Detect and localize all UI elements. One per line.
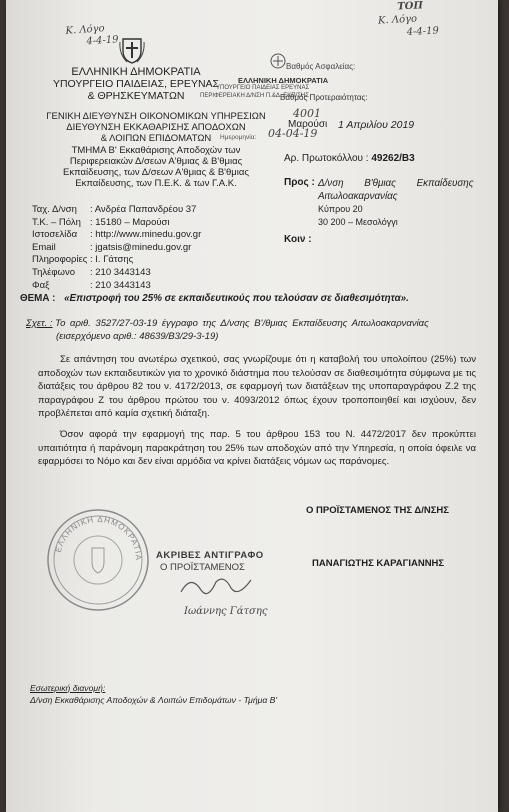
official-seal <box>46 508 150 612</box>
reference-block: Σχετ. : Το αριθ. 3527/27-03-19 έγγραφο της Δ/νσης Β'/θμιας Εκπαίδευσης Αιτωλοακαρνανίας (εισερχόμενο αριθ.: 48639/Β3/29-3-19) <box>26 318 429 342</box>
body-paragraph: Όσον αφορά την εφαρμογή της παρ. 5 του άρθρου 153 του Ν. 4472/2017 δεν προκύπτει υπαιτιότητα ή παράνομη παρακράτηση του 25% των αποδοχών από την Υπηρεσία, η οποία όφειλε να εφαρμόσει το Νόμο και δεν είναι αρμόδια να κρίνει διατάξεις νόμων ως παράνομες. <box>38 429 476 468</box>
internal-distribution: Εσωτερική διανομή: Δ/νση Εκκαθάρισης Αποδοχών & Λοιπών Επιδομάτων - Τμήμα Β' <box>30 683 278 705</box>
recipient-label: Προς : <box>284 177 315 188</box>
true-copy-stamp: ΑΚΡΙΒΕΣ ΑΝΤΙΓΡΑΦΟ Ο ΠΡΟΪΣΤΑΜΕΝΟΣ <box>156 550 264 573</box>
handwritten-note-left: Κ. Λόγο 4-4-19 <box>65 23 119 48</box>
signature-title: Ο ΠΡΟΪΣΤΑΜΕΝΟΣ ΤΗΣ Δ/ΝΣΗΣ <box>306 505 449 516</box>
document-page: Κ. Λόγο 4-4-19 ΤΟΠ Κ. Λόγο 4-4-19 ΕΛΛΗΝΙΚΗ ΔΗΜΟΚΡΑΤΙΑ ΥΠΟΥΡΓΕΙΟ ΠΑΙΔΕΙΑΣ, ΕΡΕΥΝΑΣ & ΘΡΗΣΚΕΥΜΑΤΩΝ ΓΕΝΙΚΗ ΔΙΕΥΘΥΝΣΗ ΟΙΚΟΝΟΜΙΚΩΝ ΥΠΗΡΕΣΙΩΝ ΔΙΕΥΘΥΝΣΗ ΕΚΚΑΘΑΡΙΣΗΣ ΑΠΟΔΟΧΩΝ & ΛΟΙΠΩΝ ΕΠΙΔΟΜΑΤΩΝ ΤΜΗΜΑ Β' Εκκαθάρισης Αποδοχών των Περιφερειακών Δ/σεων Α'θμιας & Β'θμιας Εκπαίδευσης, των Δ/σεων Α'θμιας & Β'θμιας Εκπαίδευσης, των Π.Ε.Κ. & των Γ.Α.Κ. Βαθμός Ασφαλείας: ΕΛΛΗΝΙΚΗ ΔΗΜΟΚΡΑΤΙΑ ΥΠΟΥΡΓΕΙΟ ΠΑΙΔΕΙΑΣ ΕΡΕΥΝΑΣ ΠΕΡΙΦΕΡΕΙΑΚΗ Δ/ΝΣΗ Π.&Δ. ΕΚΠ/ΣΗΣ Βαθμός Προτεραιότητας: 4001 Ημερομηνία: 04-04-19 Μαρούσι 1 Απριλίου 2019 Αρ. Πρωτοκόλλου : 49262/Β3 Προς : Δ/νση Β'θμιας Εκπαίδευσης Αιτωλοακαρνανίας Κύπρου 20 30 200 – Μεσολόγγι Κοιν : Ταχ. Δ/νση : Ανδρέα Παπανδρέου 37 Τ.Κ. – Πόλη : 15180 – Μαρούσι Ιστοσελίδα : http://www.minedu.gov.gr Email : jgatsis@minedu.gov.gr Πληροφορίες : Ι. Γάτσης Τηλέφωνο : 210 3443143 Φαξ : 210 3443143 ΘΕΜΑ : «Επιστροφή του 25% σε εκπαιδευτικούς που τελούσαν σε διαθεσιμότητα». Σχετ. : Το αριθ. 3527/27-03-19 έγγραφο της Δ/νσης Β'/θμιας Εκπαίδευσης Αιτωλοακαρνανίας (εισερχόμενο αριθ.: 48639/Β3/29-3-19) Σε απάντηση του ανωτέρω σχετικού, σας γνωρίζουμε ότι η καταβολή του υπολοίπου (25%) των αποδοχών των εκπαιδευτικών για το χρονικό διάστημα που τελούσαν σε διαθεσιμότητα σύμφωνα με τις διατάξεις του άρθρου 82 του ν. 4172/2013, σε εφαρμογή των διατάξεων της υποπαραγράφου Ζ.2 της παραγράφου Ζ του άρθρου πρώτου του ν. 4093/2012 όπως έχουν τροποποιηθεί και ισχύουν, δεν προβλέπεται από καμία σχετική διάταξη. Όσον αφορά την εφαρμογή της παρ. 5 του άρθρου 153 του Ν. 4472/2017 δεν προκύπτει υπαιτιότητα ή παράνομη παρακράτηση του 25% των αποδοχών από την Υπηρεσία, η οποία όφειλε να εφαρμόσει το Νόμο και δεν είναι αρμόδια να κρίνει διατάξεις νόμων ως παράνομες. Ο ΠΡΟΪΣΤΑΜΕΝΟΣ ΤΗΣ Δ/ΝΣΗΣ ΠΑΝΑΓΙΩΤΗΣ ΚΑΡΑΓΙΑΝΝΗΣ ΕΛΛΗΝΙΚΗ ΔΗΜΟΚΡΑΤΙΑ ΑΚΡΙΒΕΣ ΑΝΤΙΓΡΑΦΟ Ο ΠΡΟΪΣΤΑΜΕΝΟΣ Ιωάννης Γάτσης Εσωτερική διανομή: Δ/νση Εκκαθάρισης Αποδοχών & Λοιπών Επιδομάτων - Τμήμα Β' <box>6 0 498 812</box>
coat-of-arms-icon <box>119 36 145 64</box>
handwritten-signature <box>176 572 266 602</box>
protocol-stamp: Βαθμός Ασφαλείας: ΕΛΛΗΝΙΚΗ ΔΗΜΟΚΡΑΤΙΑ ΥΠΟΥΡΓΕΙΟ ΠΑΙΔΕΙΑΣ ΕΡΕΥΝΑΣ ΠΕΡΙΦΕΡΕΙΑΚΗ Δ/ΝΣΗ Π.&Δ. ΕΚΠ/ΣΗΣ Βαθμός Προτεραιότητας: <box>208 62 358 132</box>
document-date: 1 Απριλίου 2019 <box>338 119 415 131</box>
ministry-header: ΕΛΛΗΝΙΚΗ ΔΗΜΟΚΡΑΤΙΑ ΥΠΟΥΡΓΕΙΟ ΠΑΙΔΕΙΑΣ, ΕΡΕΥΝΑΣ & ΘΡΗΣΚΕΥΜΑΤΩΝ <box>52 66 220 102</box>
protocol-number: Αρ. Πρωτοκόλλου : 49262/Β3 <box>284 153 415 164</box>
contact-block <box>32 204 201 292</box>
body-paragraph: Σε απάντηση του ανωτέρω σχετικού, σας γνωρίζουμε ότι η καταβολή του υπολοίπου (25%) των αποδοχών των εκπαιδευτικών για το χρονικό διάστημα που τελούσαν σε διαθεσιμότητα σύμφωνα με τις διατάξεις του άρθρου 82 του ν. 4172/2013, σε εφαρμογή των διατάξεων της υποπαραγράφου Ζ.2 της παραγράφου Ζ του άρθρου πρώτου του ν. 4093/2012 όπως έχουν τροποποιηθεί και ισχύουν, δεν προβλέπεται από καμία σχετική διάταξη. <box>38 354 476 420</box>
contact-row: Φαξ : 210 3443143 <box>32 279 151 291</box>
contact-row: Πληροφορίες : Ι. Γάτσης <box>32 254 134 266</box>
contact-row: Email : jgatsis@minedu.gov.gr <box>32 241 192 253</box>
contact-row: Ιστοσελίδα : http://www.minedu.gov.gr <box>32 229 202 241</box>
svg-text:ΕΛΛΗΝΙΚΗ ΔΗΜΟΚΡΑΤΙΑ: ΕΛΛΗΝΙΚΗ ΔΗΜΟΚΡΑΤΙΑ <box>53 514 144 562</box>
contact-row: Τ.Κ. – Πόλη : 15180 – Μαρούσι <box>32 216 170 228</box>
handwritten-note-right: ΤΟΠ Κ. Λόγο 4-4-19 <box>377 0 440 39</box>
directorate-header: ΓΕΝΙΚΗ ΔΙΕΥΘΥΝΣΗ ΟΙΚΟΝΟΜΙΚΩΝ ΥΠΗΡΕΣΙΩΝ ΔΙΕΥΘΥΝΣΗ ΕΚΚΑΘΑΡΙΣΗΣ ΑΠΟΔΟΧΩΝ & ΛΟΙΠΩΝ ΕΠΙΔΟΜΑΤΩΝ ΤΜΗΜΑ Β' Εκκαθάρισης Αποδοχών των Περιφερειακών Δ/σεων Α'θμιας & Β'θμιας Εκπαίδευσης, των Δ/σεων Α'θμιας & Β'θμιας Εκπαίδευσης, των Π.Ε.Κ. & των Γ.Α.Κ. <box>46 111 266 190</box>
signature-name: ΠΑΝΑΓΙΩΤΗΣ ΚΑΡΑΓΙΑΝΝΗΣ <box>312 558 445 569</box>
stamp-emblem-icon <box>268 52 288 70</box>
contact-row: Τηλέφωνο : 210 3443143 <box>32 266 151 278</box>
stamp-label-received: Ημερομηνία: <box>220 134 257 141</box>
subject-line: ΘΕΜΑ : «Επιστροφή του 25% σε εκπαιδευτικούς που τελούσαν σε διαθεσιμότητα». <box>20 293 409 304</box>
seal-text <box>46 508 150 612</box>
copy-signer-name: Ιωάννης Γάτσης <box>184 606 268 617</box>
recipient-block: Δ/νση Β'θμιας Εκπαίδευσης Αιτωλοακαρνανίας Κύπρου 20 30 200 – Μεσολόγγι <box>318 178 474 227</box>
copy-to-label: Κοιν : <box>284 234 312 245</box>
contact-row: Ταχ. Δ/νση : Ανδρέα Παπανδρέου 37 <box>32 204 197 215</box>
city: Μαρούσι <box>288 119 328 130</box>
